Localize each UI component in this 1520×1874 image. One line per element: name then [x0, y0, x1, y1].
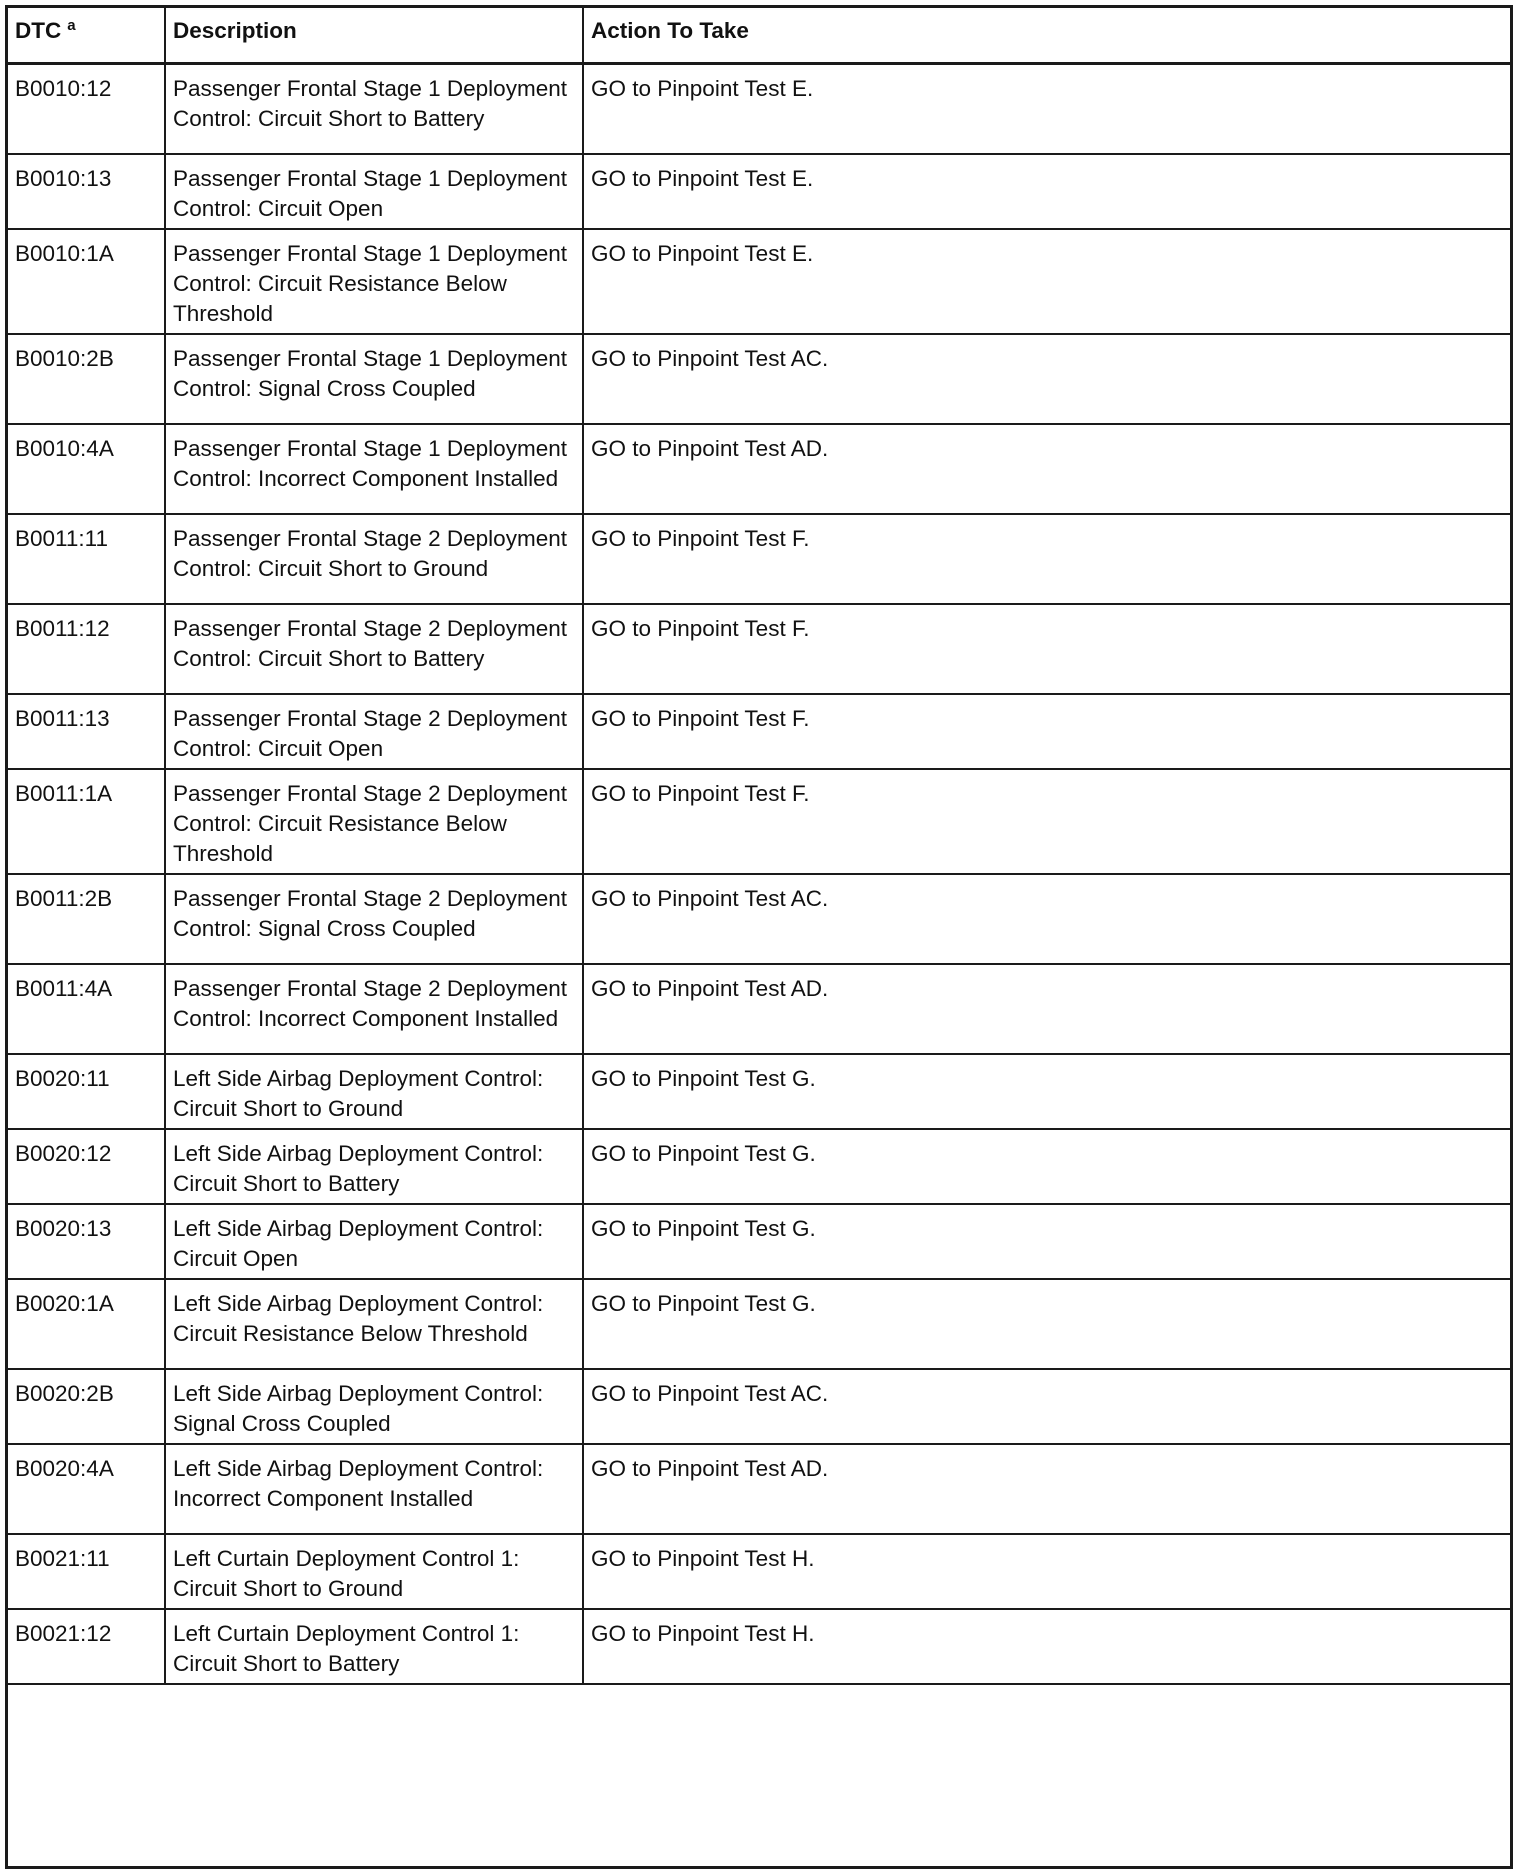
table-row — [7, 229, 1511, 334]
dtc-code: B0011:1A — [7, 769, 165, 874]
dtc-description: Passenger Frontal Stage 1 Deployment Control: Signal Cross Coupled — [165, 334, 583, 424]
dtc-action: GO to Pinpoint Test E. — [583, 154, 1511, 229]
header-dtc — [7, 7, 165, 64]
dtc-action: GO to Pinpoint Test AD. — [583, 1444, 1511, 1534]
dtc-code: B0010:2B — [7, 334, 165, 424]
table-row — [7, 1444, 1511, 1534]
dtc-action: GO to Pinpoint Test G. — [583, 1129, 1511, 1204]
dtc-description: Passenger Frontal Stage 1 Deployment Control: Incorrect Component Installed — [165, 424, 583, 514]
header-row — [7, 7, 1511, 64]
table-row — [7, 1129, 1511, 1204]
dtc-action: GO to Pinpoint Test G. — [583, 1204, 1511, 1279]
dtc-description: Passenger Frontal Stage 2 Deployment Control: Circuit Short to Ground — [165, 514, 583, 604]
dtc-code: B0010:4A — [7, 424, 165, 514]
dtc-description: Left Side Airbag Deployment Control: Circuit Open — [165, 1204, 583, 1279]
dtc-description: Left Side Airbag Deployment Control: Circuit Short to Ground — [165, 1054, 583, 1129]
dtc-description: Passenger Frontal Stage 1 Deployment Control: Circuit Short to Battery — [165, 64, 583, 154]
table-row — [7, 1204, 1511, 1279]
dtc-action: GO to Pinpoint Test G. — [583, 1054, 1511, 1129]
header-description: Description — [165, 7, 583, 64]
dtc-action: GO to Pinpoint Test AC. — [583, 874, 1511, 964]
dtc-action: GO to Pinpoint Test AD. — [583, 424, 1511, 514]
table-row — [7, 1609, 1511, 1684]
dtc-action: GO to Pinpoint Test AC. — [583, 1369, 1511, 1444]
dtc-code: B0020:11 — [7, 1054, 165, 1129]
dtc-code: B0021:12 — [7, 1609, 165, 1684]
dtc-code: B0010:1A — [7, 229, 165, 334]
dtc-description: Left Side Airbag Deployment Control: Signal Cross Coupled — [165, 1369, 583, 1444]
dtc-description: Passenger Frontal Stage 2 Deployment Control: Circuit Open — [165, 694, 583, 769]
dtc-action: GO to Pinpoint Test F. — [583, 604, 1511, 694]
table-row — [7, 1054, 1511, 1129]
dtc-action: GO to Pinpoint Test F. — [583, 769, 1511, 874]
dtc-action: GO to Pinpoint Test H. — [583, 1609, 1511, 1684]
dtc-code: B0021:11 — [7, 1534, 165, 1609]
table-row — [7, 514, 1511, 604]
dtc-description: Passenger Frontal Stage 2 Deployment Control: Circuit Short to Battery — [165, 604, 583, 694]
header-action: Action To Take — [583, 7, 1511, 64]
dtc-description: Passenger Frontal Stage 2 Deployment Control: Circuit Resistance Below Threshold — [165, 769, 583, 874]
table-row — [7, 769, 1511, 874]
dtc-description: Left Side Airbag Deployment Control: Circuit Short to Battery — [165, 1129, 583, 1204]
dtc-code: B0020:1A — [7, 1279, 165, 1369]
table-row — [7, 604, 1511, 694]
dtc-action: GO to Pinpoint Test E. — [583, 64, 1511, 154]
dtc-action: GO to Pinpoint Test E. — [583, 229, 1511, 334]
table-body — [7, 64, 1511, 1684]
dtc-code: B0011:12 — [7, 604, 165, 694]
dtc-action: GO to Pinpoint Test F. — [583, 514, 1511, 604]
table-row — [7, 64, 1511, 154]
dtc-footnote-mark: a — [67, 16, 76, 34]
table-row — [7, 874, 1511, 964]
dtc-table — [6, 6, 1512, 1685]
table-row — [7, 1369, 1511, 1444]
dtc-description: Left Side Airbag Deployment Control: Incorrect Component Installed — [165, 1444, 583, 1534]
dtc-description: Left Side Airbag Deployment Control: Circuit Resistance Below Threshold — [165, 1279, 583, 1369]
dtc-code: B0020:4A — [7, 1444, 165, 1534]
table-row — [7, 154, 1511, 229]
dtc-code: B0011:11 — [7, 514, 165, 604]
table-row — [7, 1534, 1511, 1609]
dtc-code: B0011:4A — [7, 964, 165, 1054]
dtc-code: B0011:13 — [7, 694, 165, 769]
dtc-code: B0010:12 — [7, 64, 165, 154]
dtc-action: GO to Pinpoint Test F. — [583, 694, 1511, 769]
dtc-description: Passenger Frontal Stage 1 Deployment Control: Circuit Open — [165, 154, 583, 229]
dtc-code: B0020:2B — [7, 1369, 165, 1444]
dtc-code: B0020:12 — [7, 1129, 165, 1204]
dtc-description: Passenger Frontal Stage 2 Deployment Control: Signal Cross Coupled — [165, 874, 583, 964]
dtc-code: B0010:13 — [7, 154, 165, 229]
table-row — [7, 694, 1511, 769]
table-row — [7, 964, 1511, 1054]
dtc-description: Left Curtain Deployment Control 1: Circuit Short to Ground — [165, 1534, 583, 1609]
dtc-description: Passenger Frontal Stage 1 Deployment Control: Circuit Resistance Below Threshold — [165, 229, 583, 334]
dtc-action: GO to Pinpoint Test H. — [583, 1534, 1511, 1609]
dtc-action: GO to Pinpoint Test G. — [583, 1279, 1511, 1369]
table-header — [7, 7, 1511, 64]
dtc-action: GO to Pinpoint Test AC. — [583, 334, 1511, 424]
table-row — [7, 424, 1511, 514]
table-row — [7, 334, 1511, 424]
dtc-description: Passenger Frontal Stage 2 Deployment Control: Incorrect Component Installed — [165, 964, 583, 1054]
table-row — [7, 1279, 1511, 1369]
header-dtc-label: DTC — [15, 18, 62, 43]
dtc-description: Left Curtain Deployment Control 1: Circuit Short to Battery — [165, 1609, 583, 1684]
dtc-code: B0020:13 — [7, 1204, 165, 1279]
dtc-action: GO to Pinpoint Test AD. — [583, 964, 1511, 1054]
dtc-code: B0011:2B — [7, 874, 165, 964]
